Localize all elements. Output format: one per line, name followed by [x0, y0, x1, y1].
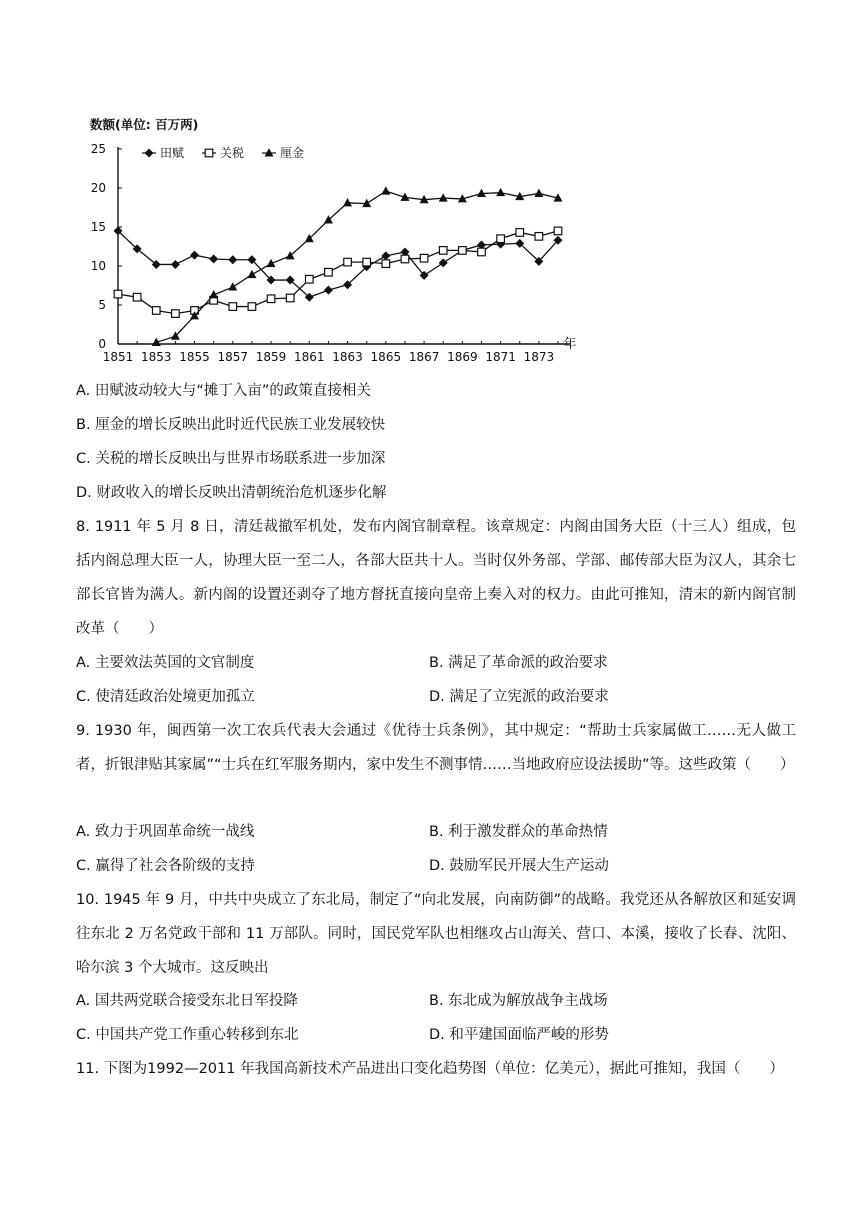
q10-option-d: D. 和平建国面临严峻的形势	[429, 1027, 609, 1043]
legend-label-3: 厘金	[280, 146, 305, 160]
y-tick-label: 25	[90, 142, 106, 156]
data-point-series-2	[306, 275, 314, 283]
data-point-series-2	[516, 229, 524, 237]
q9-stem: 9. 1930 年，闽西第一次工农兵代表大会通过《优待士兵条例》，其中规定：“帮助士兵家属做工……无人做工者，折银津贴其家属”“士兵在红军服务期内，家中发生不测事情……当地政府应设法援助”等。这些政策（ ）	[76, 723, 796, 773]
q7-option-a: A. 田赋波动较大与“摊丁入亩”的政策直接相关	[76, 383, 371, 399]
data-point-series-2	[172, 310, 180, 318]
series-line-3	[156, 191, 558, 342]
series-line-2	[118, 231, 558, 314]
data-point-series-2	[459, 247, 467, 255]
x-tick-label: 1857	[217, 350, 249, 362]
data-point-series-2	[114, 290, 122, 298]
y-axis-label: 数额(单位: 百万两)	[90, 117, 199, 132]
legend-marker-3	[265, 148, 274, 156]
q10-option-a: A. 国共两党联合接受东北日军投降	[76, 993, 298, 1009]
data-point-series-1	[228, 255, 237, 264]
data-point-series-2	[497, 235, 505, 243]
data-point-series-2	[248, 303, 256, 311]
data-point-series-1	[324, 286, 333, 295]
data-point-series-2	[325, 268, 333, 276]
data-point-series-2	[439, 247, 447, 255]
q10-option-b: B. 东北成为解放战争主战场	[429, 993, 608, 1009]
data-point-series-2	[152, 307, 160, 315]
q10-stem: 10. 1945 年 9 月，中共中央成立了东北局，制定了“向北发展，向南防御”的战略。我党还从各解放区和延安调往东北 2 万名党政干部和 11 万部队。同时，国民党军队也相继攻占山海关、营口、本溪，接收了长春、沈阳、哈尔滨 3 个大城市。这反映出	[76, 892, 796, 976]
data-point-series-2	[229, 303, 237, 311]
series-line-1	[118, 231, 558, 297]
data-point-series-2	[535, 233, 543, 241]
x-tick-label: 1865	[370, 350, 402, 362]
q11-stem: 11. 下图为1992—2011 年我国高新技术产品进出口变化趋势图（单位：亿美元），据此可推知，我国（ ）	[76, 1061, 784, 1077]
x-tick-label: 1861	[294, 350, 325, 362]
data-point-series-3	[381, 186, 390, 194]
x-tick-label: 1851	[102, 350, 134, 362]
x-tick-label: 1873	[523, 350, 555, 362]
data-point-series-2	[554, 227, 562, 235]
data-point-series-2	[382, 260, 390, 268]
legend-marker-2	[205, 149, 213, 157]
data-point-series-3	[343, 198, 352, 206]
y-tick-label: 20	[90, 181, 106, 195]
data-point-series-3	[496, 188, 505, 196]
data-point-series-1	[171, 260, 180, 269]
legend-label-2: 关税	[220, 146, 245, 160]
finance-line-chart	[80, 112, 600, 362]
q7-option-d: D. 财政收入的增长反映出清朝统治危机逐步化解	[76, 485, 387, 501]
x-tick-label: 1853	[140, 350, 172, 362]
data-point-series-2	[267, 295, 275, 303]
y-tick-label: 10	[90, 259, 106, 273]
q9-option-c: C. 赢得了社会各阶级的支持	[76, 858, 255, 874]
q10-option-c: C. 中国共产党工作重心转移到东北	[76, 1027, 299, 1043]
y-tick-label: 0	[98, 337, 106, 351]
finance-chart	[80, 112, 600, 362]
data-point-series-1	[209, 254, 218, 263]
data-point-series-2	[401, 255, 409, 263]
y-tick-label: 15	[90, 220, 106, 234]
legend-marker-1	[145, 149, 154, 158]
data-point-series-3	[439, 193, 448, 201]
q9-option-b: B. 利于激发群众的革命热情	[429, 824, 608, 840]
q8-option-c: C. 使清廷政治处境更加孤立	[76, 689, 255, 705]
data-point-series-2	[363, 258, 371, 266]
data-point-series-2	[420, 254, 428, 262]
data-point-series-1	[190, 251, 199, 260]
x-tick-label: 1867	[408, 350, 440, 362]
data-point-series-2	[344, 258, 352, 266]
q8-option-a: A. 主要效法英国的文官制度	[76, 655, 255, 671]
data-point-series-3	[228, 282, 237, 290]
legend-label-1: 田赋	[160, 146, 185, 160]
q8-option-b: B. 满足了革命派的政治要求	[429, 655, 608, 671]
x-tick-label: 1863	[332, 350, 363, 362]
data-point-series-1	[439, 258, 448, 267]
x-axis-label: 年	[563, 337, 577, 352]
q8-option-d: D. 满足了立宪派的政治要求	[429, 689, 609, 705]
data-point-series-3	[534, 189, 543, 197]
q7-option-c: C. 关税的增长反映出与世界市场联系进一步加深	[76, 451, 386, 467]
data-point-series-2	[133, 293, 141, 301]
q9-option-a: A. 致力于巩固革命统一战线	[76, 824, 255, 840]
data-point-series-3	[247, 270, 256, 278]
q7-option-b: B. 厘金的增长反映出此时近代民族工业发展较快	[76, 417, 386, 433]
q9-option-d: D. 鼓励军民开展大生产运动	[429, 858, 609, 874]
x-tick-label: 1871	[485, 350, 516, 362]
data-point-series-2	[478, 248, 486, 256]
x-tick-label: 1869	[447, 350, 478, 362]
x-tick-label: 1859	[255, 350, 287, 362]
q8-stem: 8. 1911 年 5 月 8 日，清廷裁撤军机处，发布内阁官制章程。该章规定：内阁由国务大臣（十三人）组成，包括内阁总理大臣一人，协理大臣一至二人，各部大臣共十人。当时仅外务部、学部、邮传部大臣为汉人，其余七部长官皆为满人。新内阁的设置还剥夺了地方督抚直接向皇帝上奏入对的权力。由此可推知，清末的新内阁官制改革（ ）	[76, 519, 796, 637]
x-tick-label: 1855	[179, 350, 210, 362]
y-tick-label: 5	[98, 298, 106, 312]
data-point-series-2	[286, 294, 294, 302]
data-point-series-1	[381, 251, 390, 260]
